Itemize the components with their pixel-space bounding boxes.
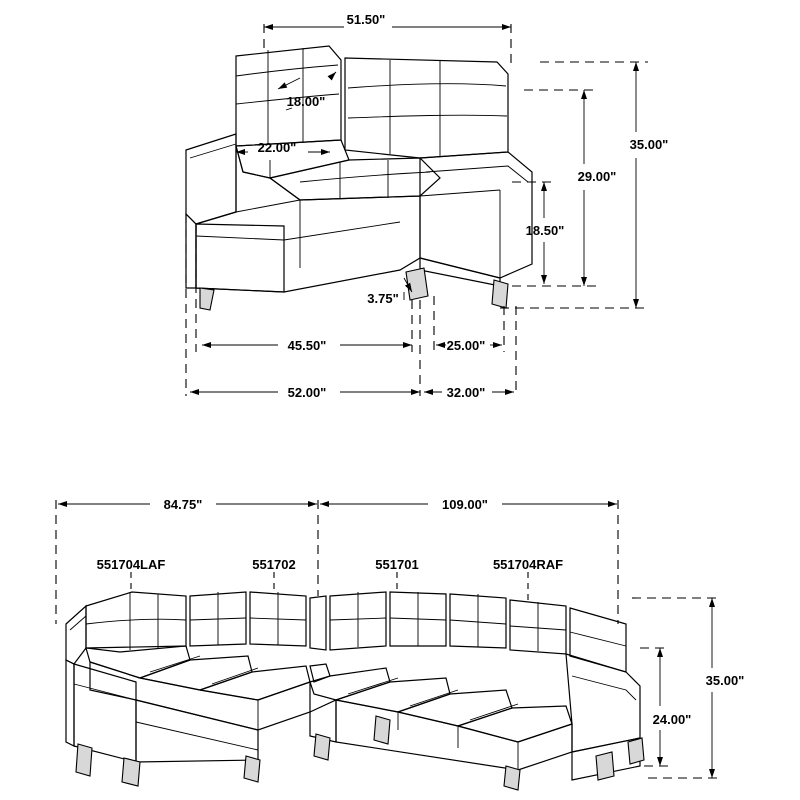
part-number-raf: 551704RAF [492, 557, 564, 572]
loveseat-drawing [186, 24, 648, 396]
dim-label-left-width: 84.75" [163, 497, 203, 512]
dim-label-sectional-back-height: 24.00" [652, 712, 692, 727]
part-number-corner: 551701 [375, 557, 419, 572]
dim-label-back-height: 29.00" [577, 169, 617, 184]
dim-label-cushion-height: 18.00" [286, 94, 326, 109]
dim-label-sectional-height: 35.00" [705, 673, 745, 688]
dim-label-right-width: 109.00" [442, 497, 488, 512]
dim-label-overall-width: 52.00" [287, 385, 327, 400]
dim-label-width-top: 51.50" [346, 12, 386, 27]
dim-label-overall-depth: 32.00" [446, 385, 486, 400]
dim-label-leg-height: 3.75" [367, 291, 399, 306]
dim-label-overall-height: 35.00" [629, 137, 669, 152]
dim-label-cushion-depth: 22.00" [257, 140, 297, 155]
sectional-dimension-labels [164, 497, 745, 727]
dim-label-inner-seat-width: 45.50" [287, 338, 327, 353]
sectional-part-numbers [97, 557, 563, 572]
part-number-armless: 551702 [252, 557, 296, 572]
dim-label-depth-inner: 25.00" [446, 338, 486, 353]
loveseat-dimension-labels [258, 12, 669, 400]
part-number-laf: 551704LAF [96, 557, 166, 572]
dim-label-seat-height: 18.50" [525, 223, 565, 238]
sectional-drawing [56, 500, 722, 790]
